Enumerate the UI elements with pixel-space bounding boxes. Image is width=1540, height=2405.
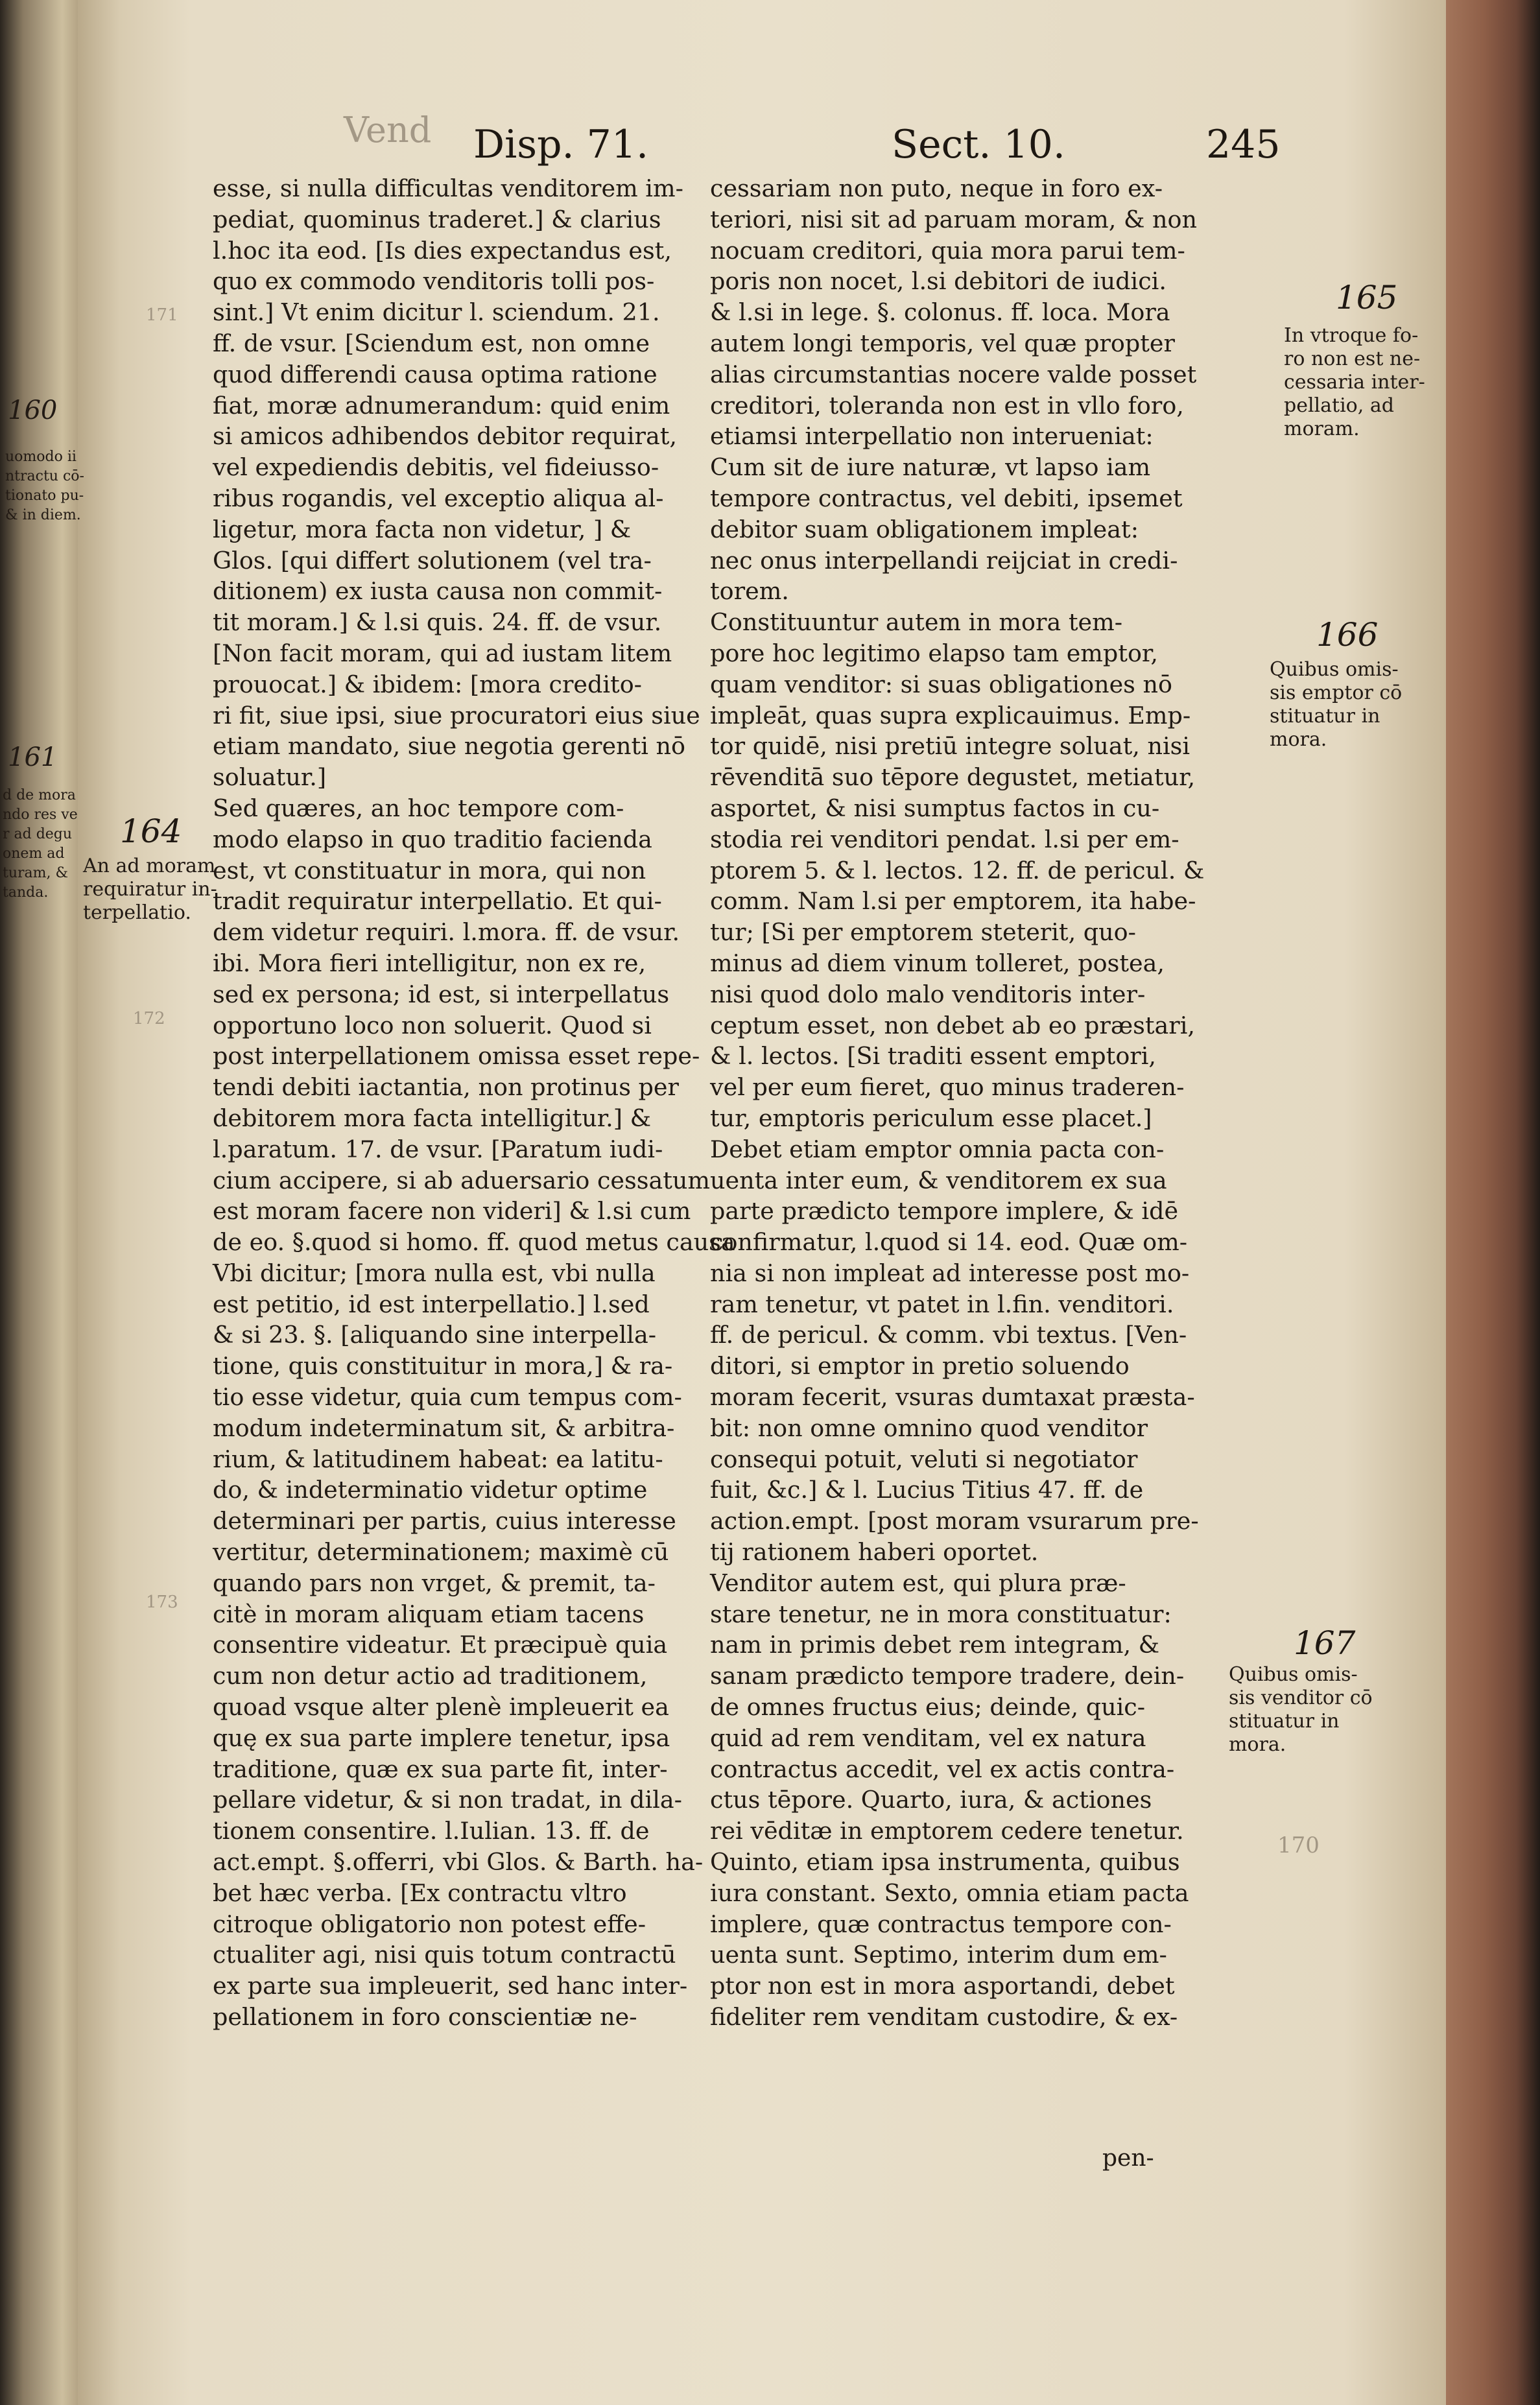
text-line: Vbi dicitur; [mora nulla est, vbi nulla: [213, 1259, 656, 1287]
text-line: asportet, & nisi sumptus factos in cu-: [710, 794, 1160, 822]
text-line: ff. de pericul. & comm. vbi textus. [Ven-: [710, 1321, 1187, 1349]
text-line: creditori, toleranda non est in vllo foro,: [710, 391, 1184, 420]
text-line: implere, quæ contractus tempore con-: [710, 1910, 1172, 1938]
text-line: citè in moram aliquam etiam tacens: [213, 1600, 645, 1628]
ghost-number: 172: [133, 1009, 165, 1028]
text-line: tradit requiratur interpellatio. Et qui-: [213, 887, 662, 916]
text-line: stodia rei venditori pendat. l.si per em-: [710, 825, 1179, 853]
text-line: Constituuntur autem in mora tem-: [710, 608, 1123, 637]
text-line: & si 23. §. [aliquando sine interpella-: [213, 1321, 657, 1349]
text-line: pellare videtur, & si non tradat, in dila-: [213, 1786, 682, 1814]
text-line: dem videtur requiri. l.mora. ff. de vsur.: [213, 918, 680, 947]
text-line: ctus tēpore. Quarto, iura, & actiones: [710, 1786, 1152, 1814]
margin-note-text: Quibus omis- sis emptor cō stituatur in mora.: [1270, 658, 1403, 751]
text-line: impleāt, quas supra explicauimus. Emp-: [710, 701, 1191, 729]
text-line: Cum sit de iure naturæ, vt lapso iam: [710, 453, 1151, 482]
text-line: opportuno loco non soluerit. Quod si: [213, 1011, 652, 1039]
ghost-number: 173: [146, 1593, 178, 1612]
text-line: citroque obligatorio non potest effe-: [213, 1910, 646, 1938]
text-line: consentire videatur. Et præcipuè quia: [213, 1631, 668, 1659]
text-line: ligetur, mora facta non videtur, ] &: [213, 515, 632, 543]
text-line: iura constant. Sexto, omnia etiam pacta: [710, 1878, 1189, 1907]
text-line: moram fecerit, vsuras dumtaxat præsta-: [710, 1383, 1195, 1412]
fragment-number: 161: [8, 742, 58, 772]
ghost-number: 170: [1277, 1832, 1320, 1858]
margin-note-number: 165: [1336, 279, 1398, 316]
text-line: etiam mandato, siue negotia gerenti nō: [213, 732, 685, 761]
running-head-center: Sect. 10.: [892, 122, 1065, 167]
margin-note-number: 167: [1294, 1624, 1356, 1662]
text-line: fiat, moræ adnumerandum: quid enim: [213, 391, 670, 420]
text-line: vertitur, determinationem; maximè cū: [213, 1538, 669, 1567]
text-line: poris non nocet, l.si debitori de iudici.: [710, 267, 1167, 296]
text-line: quam venditor: si suas obligationes nō: [710, 670, 1172, 698]
text-line: autem longi temporis, vel quæ propter: [710, 329, 1175, 357]
text-line: ri fit, siue ipsi, siue procuratori eius siue: [213, 701, 700, 729]
text-line: quod differendi causa optima ratione: [213, 360, 657, 388]
text-line: & l.si in lege. §. colonus. ff. loca. Mora: [710, 298, 1170, 327]
text-line: action.empt. [post moram vsurarum pre-: [710, 1507, 1199, 1535]
text-line: stare tenetur, ne in mora constituatur:: [710, 1600, 1172, 1628]
page-number: 245: [1206, 122, 1281, 167]
text-line: est, vt constituatur in mora, qui non: [213, 856, 646, 884]
text-line: de eo. §.quod si homo. ff. quod metus causa: [213, 1228, 735, 1257]
text-line: Sed quæres, an hoc tempore com-: [213, 794, 624, 822]
text-line: quando pars non vrget, & premit, ta-: [213, 1569, 656, 1597]
text-line: ditionem) ex iusta causa non commit-: [213, 577, 663, 606]
text-line: parte prædicto tempore implere, & idē: [710, 1197, 1179, 1226]
text-line: determinari per partis, cuius interesse: [213, 1507, 676, 1535]
text-line: bet hæc verba. [Ex contractu vltro: [213, 1878, 627, 1907]
text-line: torem.: [710, 577, 789, 606]
left-page-edge: [0, 0, 78, 2405]
text-line: prouocat.] & ibidem: [mora credito-: [213, 670, 643, 698]
text-line: ff. de vsur. [Sciendum est, non omne: [213, 329, 650, 357]
text-line: esse, si nulla difficultas venditorem im-: [213, 174, 683, 202]
text-line: ditori, si emptor in pretio soluendo: [710, 1352, 1130, 1380]
text-line: si amicos adhibendos debitor requirat,: [213, 422, 678, 451]
text-line: traditione, quæ ex sua parte fit, inter-: [213, 1755, 668, 1783]
text-line: debitorem mora facta intelligitur.] &: [213, 1104, 652, 1132]
fragment-text: d de mora ndo res ve r ad degu onem ad turam, & tanda.: [3, 787, 78, 901]
text-line: ctualiter agi, nisi quis totum contractū: [213, 1941, 676, 1969]
text-line: soluatur.]: [213, 763, 327, 792]
text-line: teriori, nisi sit ad paruam moram, & non: [710, 205, 1198, 233]
text-line: rei vēditæ in emptorem cedere tenetur.: [710, 1817, 1184, 1845]
text-line: cum non detur actio ad traditionem,: [213, 1662, 648, 1690]
text-line: ibi. Mora fieri intelligitur, non ex re,: [213, 949, 646, 977]
text-line: tempore contractus, vel debiti, ipsemet: [710, 484, 1183, 512]
text-line: quo ex commodo venditoris tolli pos-: [213, 267, 655, 296]
text-line: nocuam creditori, quia mora parui tem-: [710, 236, 1185, 265]
text-line: l.paratum. 17. de vsur. [Paratum iudi-: [213, 1135, 663, 1163]
text-line: cium accipere, si ab aduersario cessatum: [213, 1166, 711, 1194]
text-line: Debet etiam emptor omnia pacta con-: [710, 1135, 1165, 1163]
margin-note-number: 164: [120, 812, 182, 850]
text-line: tio esse videtur, quia cum tempus com-: [213, 1383, 682, 1412]
text-line: tione, quis constituitur in mora,] & ra-: [213, 1352, 673, 1380]
text-line: vel expediendis debitis, vel fideiusso-: [213, 453, 659, 482]
fragment-number: 160: [8, 396, 58, 425]
text-line: uenta inter eum, & venditorem ex sua: [710, 1166, 1167, 1194]
text-line: sanam prædicto tempore tradere, dein-: [710, 1662, 1185, 1690]
text-line: modo elapso in quo traditio facienda: [213, 825, 652, 853]
text-line: fuit, &c.] & l. Lucius Titius 47. ff. de: [710, 1476, 1144, 1504]
text-line: pediat, quominus traderet.] & clarius: [213, 205, 661, 233]
text-line: pellationem in foro conscientiæ ne-: [213, 2003, 637, 2032]
text-line: Quinto, etiam ipsa instrumenta, quibus: [710, 1848, 1180, 1877]
text-line: sint.] Vt enim dicitur l. sciendum. 21.: [213, 298, 660, 327]
text-line: post interpellationem omissa esset repe-: [213, 1042, 700, 1071]
text-line: quę ex sua parte implere tenetur, ipsa: [213, 1724, 670, 1752]
text-line: sed ex persona; id est, si interpellatus: [213, 980, 670, 1008]
text-line: modum indeterminatum sit, & arbitra-: [213, 1414, 675, 1442]
text-line: est petitio, id est interpellatio.] l.sed: [213, 1290, 650, 1318]
page-fore-edge: [1446, 0, 1540, 2405]
text-line: rium, & latitudinem habeat: ea latitu-: [213, 1445, 663, 1473]
text-line: etiamsi interpellatio non interueniat:: [710, 422, 1154, 451]
text-line: debitor suam obligationem impleat:: [710, 515, 1139, 543]
text-line: tit moram.] & l.si quis. 24. ff. de vsur.: [213, 608, 662, 637]
text-line: confirmatur, l.quod si 14. eod. Quæ om-: [710, 1228, 1188, 1257]
text-line: ram tenetur, vt patet in l.fin. venditori.: [710, 1290, 1174, 1318]
text-line: ceptum esset, non debet ab eo præstari,: [710, 1011, 1196, 1039]
text-line: alias circumstantias nocere valde posset: [710, 360, 1197, 388]
text-line: & l. lectos. [Si traditi essent emptori,: [710, 1042, 1157, 1071]
text-line: quoad vsque alter plenè impleuerit ea: [213, 1693, 669, 1722]
margin-note-text: Quibus omis- sis venditor cō stituatur in mora.: [1229, 1663, 1373, 1756]
text-line: comm. Nam l.si per emptorem, ita habe-: [710, 887, 1196, 916]
text-line: do, & indeterminatio videtur optime: [213, 1476, 648, 1504]
text-line: cessariam non puto, neque in foro ex-: [710, 174, 1163, 202]
right-text-column: [710, 173, 1204, 2033]
margin-note-text: In vtroque fo- ro non est ne- cessaria inter- pellatio, ad moram.: [1284, 324, 1425, 440]
ghost-header: Vend: [344, 110, 432, 150]
text-line: est moram facere non videri] & l.si cum: [213, 1197, 691, 1226]
text-line: [Non facit moram, qui ad iustam litem: [213, 639, 672, 667]
text-line: Glos. [qui differt solutionem (vel tra-: [213, 546, 652, 575]
text-line: nec onus interpellandi reijciat in credi-: [710, 546, 1178, 575]
text-line: ptorem 5. & l. lectos. 12. ff. de pericul. &: [710, 856, 1205, 884]
text-line: nia si non impleat ad interesse post mo-: [710, 1259, 1190, 1287]
text-line: nam in primis debet rem integram, &: [710, 1631, 1160, 1659]
text-line: tur, emptoris periculum esse placet.]: [710, 1104, 1152, 1132]
text-line: de omnes fructus eius; deinde, quic-: [710, 1693, 1146, 1722]
ghost-number: 171: [146, 305, 178, 325]
text-line: ptor non est in mora asportandi, debet: [710, 1972, 1175, 2000]
text-line: pore hoc legitimo elapso tam emptor,: [710, 639, 1158, 667]
text-line: rēvenditā suo tēpore degustet, metiatur,: [710, 763, 1196, 792]
text-line: vel per eum fieret, quo minus traderen-: [710, 1073, 1185, 1102]
text-line: tij rationem haberi oportet.: [710, 1538, 1039, 1567]
text-line: contractus accedit, vel ex actis contra-: [710, 1755, 1175, 1783]
text-line: tionem consentire. l.Iulian. 13. ff. de: [213, 1817, 650, 1845]
margin-note-text: An ad moram requiratur in- terpellatio.: [83, 855, 217, 924]
text-line: consequi potuit, veluti si negotiator: [710, 1445, 1138, 1473]
text-line: ex parte sua impleuerit, sed hanc inter-: [213, 1972, 688, 2000]
text-line: minus ad diem vinum tolleret, postea,: [710, 949, 1165, 977]
text-line: fideliter rem venditam custodire, & ex-: [710, 2003, 1178, 2032]
running-head-left: Disp. 71.: [473, 122, 649, 167]
text-line: bit: non omne omnino quod venditor: [710, 1414, 1148, 1442]
text-line: nisi quod dolo malo venditoris inter-: [710, 980, 1146, 1008]
text-line: tendi debiti iactantia, non protinus per: [213, 1073, 679, 1102]
text-line: quid ad rem venditam, vel ex natura: [710, 1724, 1146, 1752]
text-line: ribus rogandis, vel exceptio aliqua al-: [213, 484, 664, 512]
text-line: tur; [Si per emptorem steterit, quo-: [710, 918, 1136, 947]
left-text-column: [213, 173, 735, 2033]
text-line: uenta sunt. Septimo, interim dum em-: [710, 1941, 1167, 1969]
text-line: l.hoc ita eod. [Is dies expectandus est,: [213, 236, 672, 265]
catchword: pen-: [1102, 2145, 1154, 2172]
margin-note-number: 166: [1316, 616, 1379, 654]
text-line: act.empt. §.offerri, vbi Glos. & Barth. ha-: [213, 1848, 704, 1877]
text-line: tor quidē, nisi pretiū integre soluat, nisi: [710, 732, 1191, 761]
fragment-text: uomodo ii ntractu cō- tionato pu- & in diem.: [5, 449, 84, 523]
text-line: Venditor autem est, qui plura præ-: [710, 1569, 1126, 1597]
